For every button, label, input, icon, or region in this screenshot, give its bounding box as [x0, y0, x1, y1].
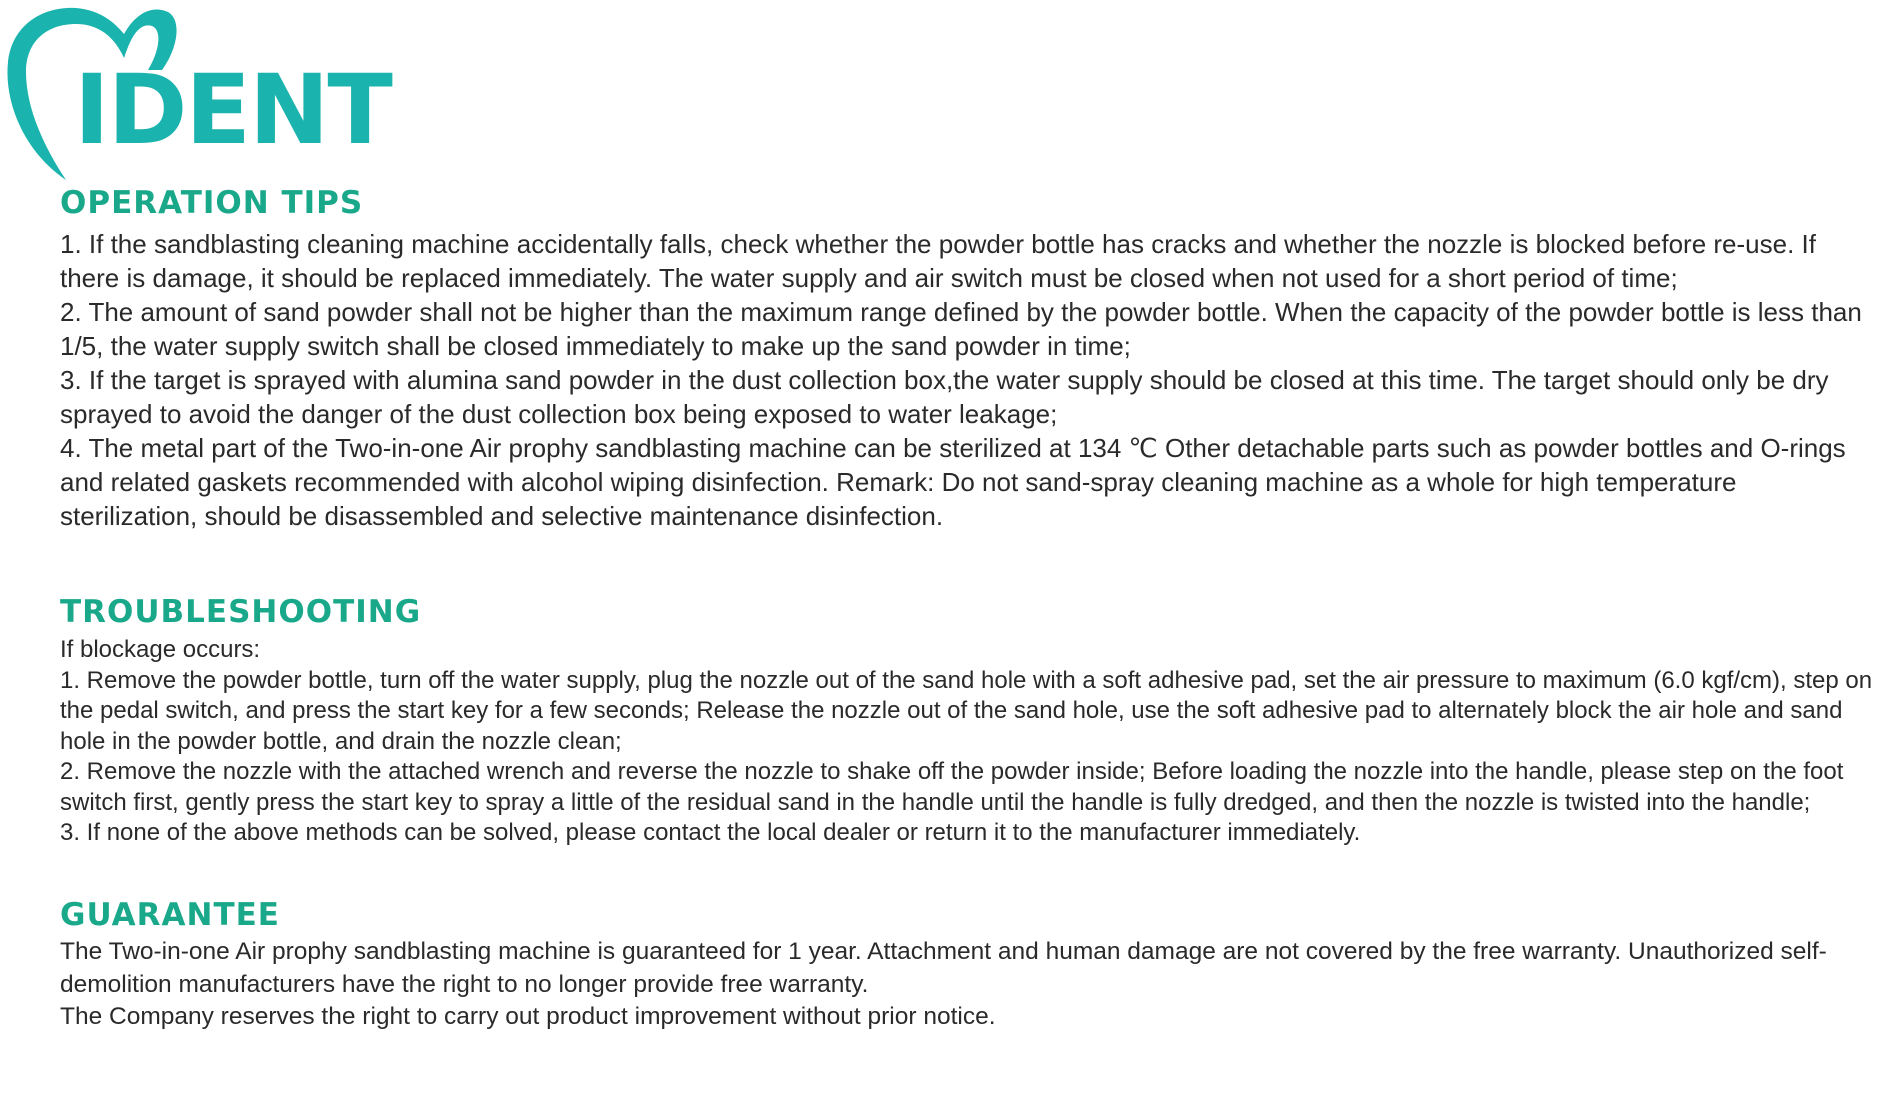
troubleshooting-list: [60, 635, 1880, 849]
guarantee-text: [60, 936, 1880, 1034]
operation-tip-item: 3. If the target is sprayed with alumina sand powder in the dust collection box,the water supply should be closed at this time. The target should only be dry sprayed to avoid the danger of the dust collection box being exposed to water leakage;: [60, 365, 1829, 429]
operation-tip-item: 4. The metal part of the Two-in-one Air prophy sandblasting machine can be sterilized at 134 ℃ Other detachable parts such as powder bottles and O-rings and related gaskets recommended with alcohol wiping disinfection. Remark: Do not sand-spray cleaning machine as a whole for high temperature sterilization, should be disassembled and selective maintenance disinfection.: [60, 433, 1846, 531]
troubleshooting-item: 2. Remove the nozzle with the attached wrench and reverse the nozzle to shake off the powder inside; Before loading the nozzle into the handle, please step on the foot switch first, gently press the start key to spray a little of the residual sand in the handle until the handle is fully dredged, and then the nozzle is twisted into the handle;: [60, 758, 1844, 816]
guarantee-heading: GUARANTEE: [60, 897, 280, 933]
troubleshooting-intro: If blockage occurs:: [60, 636, 261, 663]
ident-logo: [0, 0, 400, 185]
operation-tip-item: 2. The amount of sand powder shall not be higher than the maximum range defined by the powder bottle. When the capacity of the powder bottle is less than 1/5, the water supply switch shall be closed immediately to make up the sand powder in time;: [60, 297, 1862, 361]
guarantee-item: The Two-in-one Air prophy sandblasting machine is guaranteed for 1 year. Attachment and human damage are not covered by the free warranty. Unauthorized self-demolition manufacturers have the right to no longer provide free warranty.: [60, 938, 1827, 998]
troubleshooting-item: 3. If none of the above methods can be solved, please contact the local dealer or return it to the manufacturer immediately.: [60, 819, 1361, 846]
troubleshooting-item: 1. Remove the powder bottle, turn off the water supply, plug the nozzle out of the sand hole with a soft adhesive pad, set the air pressure to maximum (6.0 kgf/cm), step on the pedal switch, and press the start key for a few seconds; Release the nozzle out of the sand hole, use the soft adhesive pad to alternately block the air hole and sand hole in the powder bottle, and drain the nozzle clean;: [60, 666, 1873, 755]
troubleshooting-heading: TROUBLESHOOTING: [60, 594, 422, 630]
operation-tip-item: 1. If the sandblasting cleaning machine accidentally falls, check whether the powder bottle has cracks and whether the nozzle is blocked before re-use. If there is damage, it should be replaced immediately. The water supply and air switch must be closed when not used for a short period of time;: [60, 229, 1816, 293]
operation-tips-list: [60, 227, 1880, 533]
brand-name: IDENT: [74, 54, 391, 166]
operation-tips-heading: OPERATION TIPS: [60, 185, 364, 221]
guarantee-item: The Company reserves the right to carry out product improvement without prior notice.: [60, 1003, 996, 1030]
